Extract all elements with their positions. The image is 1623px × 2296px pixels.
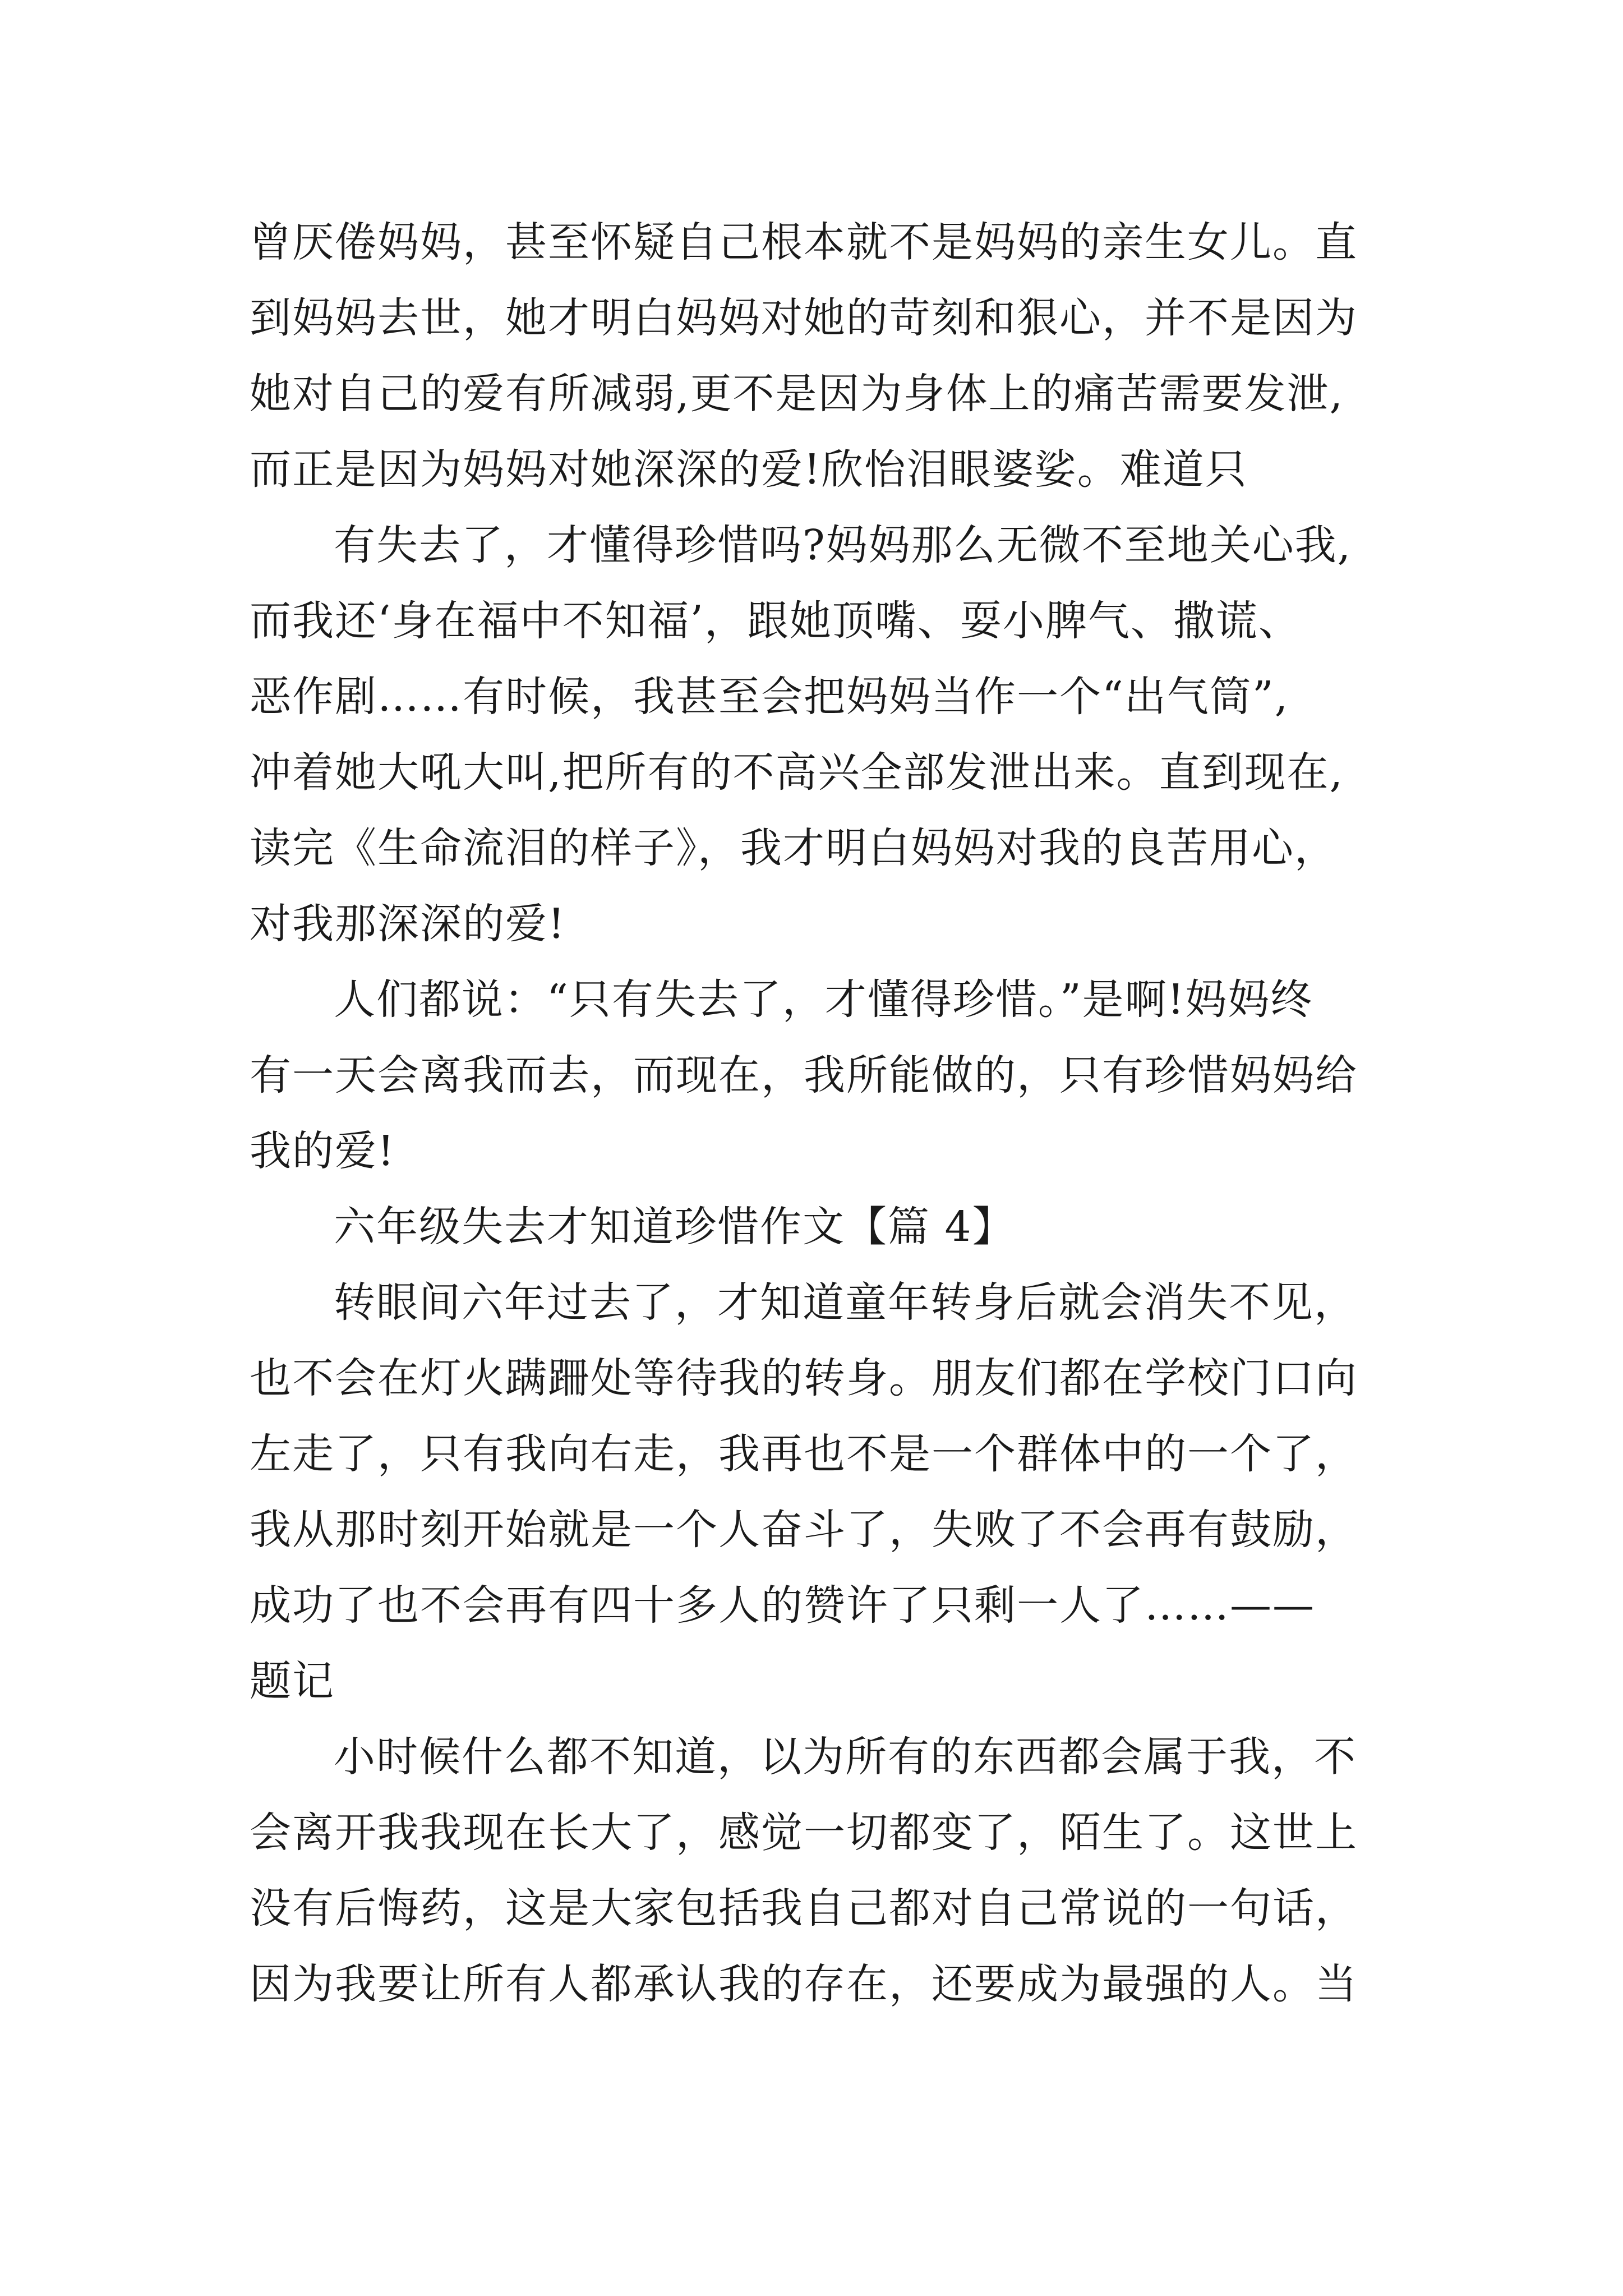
document-body [250,205,1416,2022]
text-line: 左走了，只有我向右走，我再也不是一个群体中的一个了， [250,1430,1358,1478]
text-line: 而我还‘身在福中不知福’，跟她顶嘴、耍小脾气、撒谎、 [250,597,1302,645]
text-line: 恶作剧……有时候，我甚至会把妈妈当作一个“出气筒”, [250,673,1289,721]
text-line: 转眼间六年过去了，才知道童年转身后就会消失不见， [334,1278,1357,1327]
text-line: 曾厌倦妈妈，甚至怀疑自己根本就不是妈妈的亲生女儿。直 [250,218,1358,266]
text-line: 成功了也不会再有四十多人的赞许了只剩一人了……—— [250,1581,1315,1630]
text-line: 没有后悔药，这是大家包括我自己都对自己常说的一句话， [250,1884,1358,1932]
text-line: 也不会在灯火蹒跚处等待我的转身。朋友们都在学校门口向 [250,1354,1358,1402]
text-line: 六年级失去才知道珍惜作文【篇 4】 [334,1203,1015,1251]
text-line: 对我那深深的爱! [250,900,566,948]
text-line: 她对自己的爱有所减弱,更不是因为身体上的痛苦需要发泄, [250,370,1344,418]
text-line: 人们都说：“只有失去了，才懂得珍惜。”是啊!妈妈终 [334,976,1313,1024]
text-line: 我从那时刻开始就是一个人奋斗了，失败了不会再有鼓励， [250,1506,1358,1554]
text-line: 有失去了，才懂得珍惜吗?妈妈那么无微不至地关心我, [334,521,1352,569]
text-line: 有一天会离我而去，而现在，我所能做的，只有珍惜妈妈给 [250,1051,1358,1099]
text-line: 到妈妈去世，她才明白妈妈对她的苛刻和狠心，并不是因为 [250,294,1358,342]
text-line: 因为我要让所有人都承认我的存在，还要成为最强的人。当 [250,1960,1358,2008]
text-line: 我的爱! [250,1127,395,1175]
text-line: 小时候什么都不知道，以为所有的东西都会属于我，不 [334,1733,1357,1781]
text-line: 冲着她大吼大叫,把所有的不高兴全部发泄出来。直到现在, [250,748,1344,797]
text-line: 题记 [250,1657,335,1705]
text-line: 而正是因为妈妈对她深深的爱!欣怡泪眼婆娑。难道只 [250,445,1248,494]
text-line: 读完《生命流泪的样子》，我才明白妈妈对我的良苦用心， [250,824,1337,872]
text-line: 会离开我我现在长大了，感觉一切都变了，陌生了。这世上 [250,1809,1358,1857]
